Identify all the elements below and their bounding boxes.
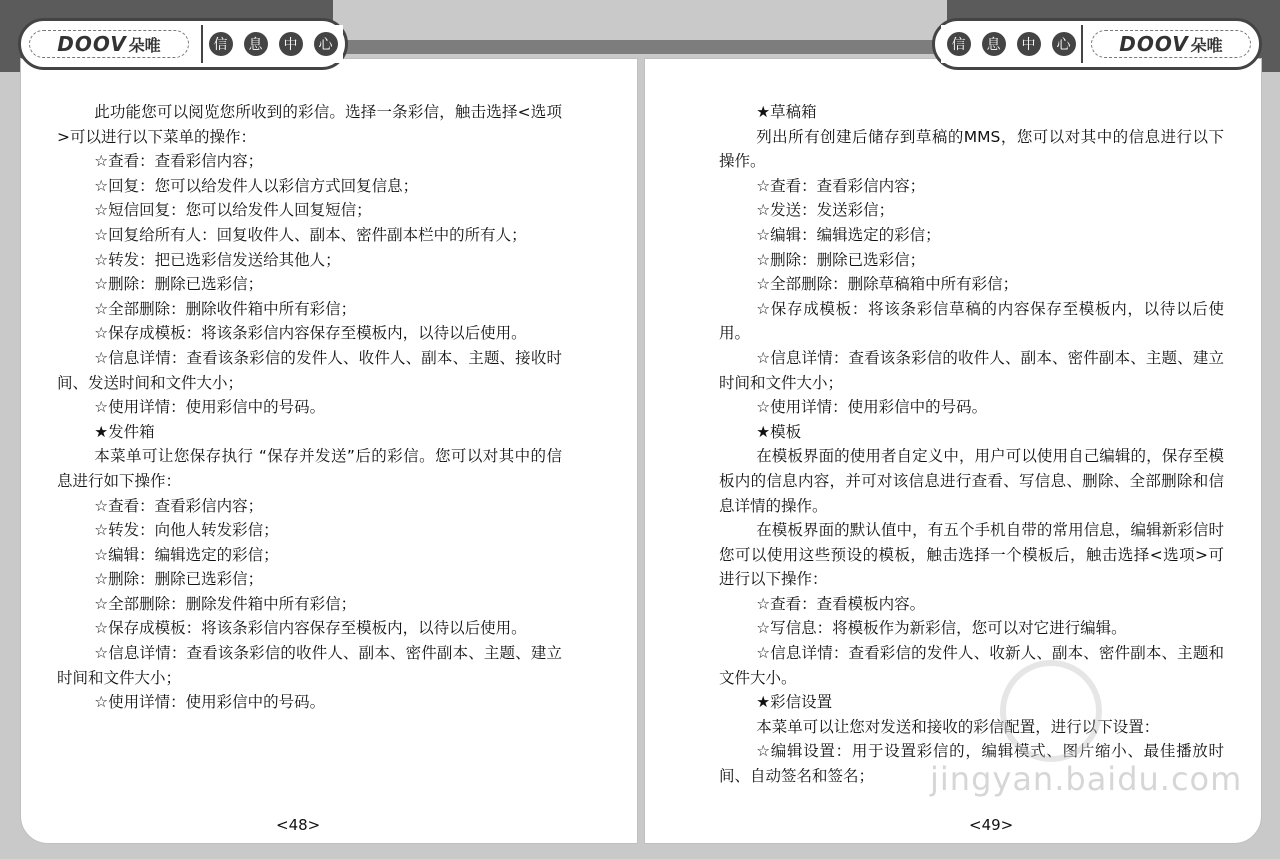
- section-title: [201, 25, 343, 63]
- page-number-left: <48>: [276, 816, 321, 834]
- page-number-right: <49>: [969, 816, 1014, 834]
- paragraph: ☆信息详情：查看该条彩信的收件人、副本、密件副本、主题、建立时间和文件大小；: [57, 644, 562, 687]
- header-band-gap: [333, 0, 947, 36]
- paragraph: 在模板界面的默认值中，有五个手机自带的常用信息，编辑新彩信时您可以使用这些预设的模板，触击选择一个模板后，触击选择<选项>可进行以下操作：: [719, 521, 1224, 589]
- paragraph: ☆发送：发送彩信；: [756, 201, 895, 220]
- paragraph: ☆删除：删除已选彩信；: [94, 570, 264, 589]
- paragraph: 列出所有创建后储存到草稿的MMS，您可以对其中的信息进行以下操作。: [719, 127, 1224, 171]
- left-header-pill: [18, 18, 348, 70]
- paragraph: ☆编辑：编辑选定的彩信；: [94, 545, 279, 564]
- paragraph: ☆回复给所有人：回复收件人、副本、密件副本栏中的所有人；: [94, 225, 527, 244]
- logo-brand: DOOV: [57, 32, 127, 56]
- section-char: 信: [947, 32, 971, 56]
- paragraph: ★彩信设置: [756, 693, 833, 712]
- section-char: 息: [982, 32, 1006, 56]
- section-char: 中: [279, 32, 303, 56]
- section-char: 中: [1017, 32, 1041, 56]
- paragraph: ☆查看：查看彩信内容；: [94, 496, 264, 515]
- paragraph: ☆使用详情：使用彩信中的号码。: [94, 398, 326, 417]
- paragraph: ☆转发：把已选彩信发送给其他人；: [94, 250, 341, 269]
- paragraph: ☆转发：向他人转发彩信；: [94, 521, 279, 540]
- section-char: 心: [1052, 32, 1076, 56]
- paragraph: ☆删除：删除已选彩信；: [756, 250, 926, 269]
- paragraph: ☆编辑设置：用于设置彩信的，编辑模式、图片缩小、最佳播放时间、自动签名和签名；: [719, 742, 1224, 786]
- paragraph: ☆编辑：编辑选定的彩信；: [756, 225, 941, 244]
- paragraph: ☆全部删除：删除草稿箱中所有彩信；: [756, 275, 1019, 294]
- right-header-pill: [932, 18, 1262, 70]
- paragraph: ☆查看：查看彩信内容；: [94, 152, 264, 171]
- logo-brand: DOOV: [1119, 32, 1189, 56]
- paragraph: ☆短信回复：您可以给发件人回复短信；: [94, 201, 372, 220]
- paragraph: ☆删除：删除已选彩信；: [94, 275, 264, 294]
- watermark-text: jingyan.baidu.com: [930, 760, 1243, 798]
- paragraph: ☆保存成模板：将该条彩信草稿的内容保存至模板内，以待以后使用。: [719, 299, 1224, 343]
- paragraph: ☆查看：查看模板内容。: [756, 594, 926, 613]
- paragraph: ☆写信息：将模板作为新彩信，您可以对它进行编辑。: [756, 619, 1127, 638]
- logo-cn: 朵唯: [128, 35, 161, 55]
- paragraph: ★草稿箱: [756, 103, 817, 121]
- doov-logo: [1091, 30, 1251, 58]
- header-band-strip: [333, 40, 947, 54]
- paragraph: ☆全部删除：删除收件箱中所有彩信；: [94, 299, 357, 318]
- paragraph: ☆全部删除：删除发件箱中所有彩信；: [94, 594, 357, 613]
- right-page-body: [719, 100, 1224, 789]
- left-page-body: [57, 100, 562, 715]
- paragraph: ☆保存成模板：将该条彩信内容保存至模板内，以待以后使用。: [94, 324, 527, 343]
- paragraph: 在模板界面的使用者自定义中，用户可以使用自己编辑的，保存至模板内的信息内容，并可对该信息进行查看、写信息、删除、全部删除和信息详情的操作。: [719, 447, 1224, 515]
- paragraph: 此功能您可以阅览您所收到的彩信。选择一条彩信，触击选择<选项>可以进行以下菜单的操作：: [57, 103, 562, 146]
- logo-cn: 朵唯: [1190, 35, 1223, 55]
- paragraph: ☆信息详情：查看彩信的发件人、收新人、副本、密件副本、主题和文件大小。: [719, 644, 1224, 687]
- paragraph: ☆信息详情：查看该条彩信的发件人、收件人、副本、主题、接收时间、发送时间和文件大小；: [57, 348, 562, 392]
- paragraph: ☆使用详情：使用彩信中的号码。: [756, 398, 988, 417]
- paragraph: ☆回复：您可以给发件人以彩信方式回复信息；: [94, 176, 419, 195]
- paragraph: ☆查看：查看彩信内容；: [756, 176, 926, 195]
- paragraph: 本菜单可让您保存执行 “保存并发送”后的彩信。您可以对其中的信息进行如下操作：: [57, 447, 562, 490]
- paragraph: ☆保存成模板：将该条彩信内容保存至模板内，以待以后使用。: [94, 619, 527, 638]
- section-char: 息: [244, 32, 268, 56]
- section-char: 心: [314, 32, 338, 56]
- paragraph: 本菜单可以让您对发送和接收的彩信配置，进行以下设置：: [756, 717, 1160, 736]
- section-title: [941, 25, 1083, 63]
- paragraph: ★模板: [756, 422, 802, 441]
- paragraph: ☆使用详情：使用彩信中的号码。: [94, 693, 326, 712]
- section-char: 信: [209, 32, 233, 56]
- watermark-paw-icon: [1000, 660, 1102, 762]
- doov-logo: [29, 30, 189, 58]
- paragraph: ☆信息详情：查看该条彩信的收件人、副本、密件副本、主题、建立时间和文件大小；: [719, 348, 1224, 392]
- paragraph: ★发件箱: [94, 422, 155, 441]
